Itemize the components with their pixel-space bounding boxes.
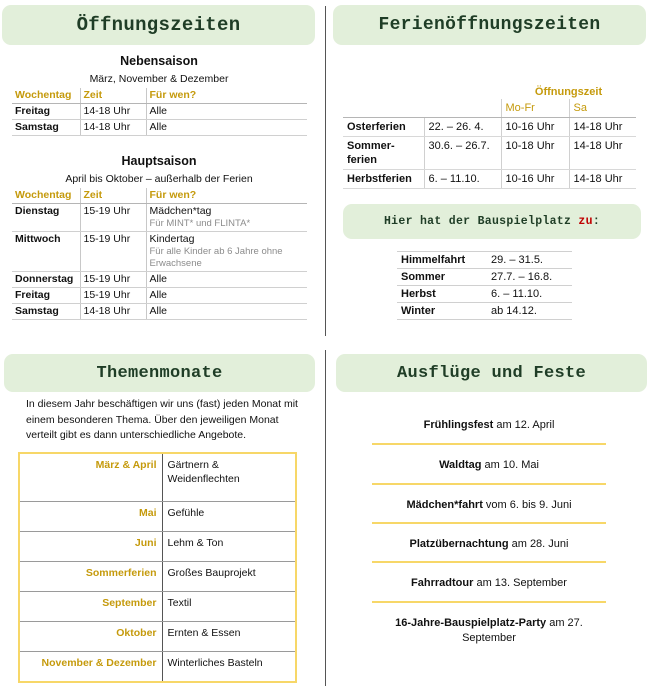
event-item [372,537,606,552]
table-group-header-row [343,85,636,99]
month-cell: September [20,592,162,622]
table-row [12,304,307,320]
mofr-time-cell: 10-18 Uhr [501,137,569,170]
theme-months-table [20,454,295,681]
mofr-time-cell: 10-16 Uhr [501,170,569,189]
table-row [20,562,295,592]
sa-time-cell: 14-18 Uhr [569,118,636,137]
theme-months-intro: In diesem Jahr beschäftigen wir uns (fast) jeden Monat mit einem besonderen Thema. Über den jeweiligen Monat verteilt gibt es dann unterschiedliche Angebote. [26,398,298,441]
table-row [20,592,295,622]
opening-hours-title: Öffnungszeiten [76,14,241,36]
event-date: am 28. Juni [508,538,569,550]
table-header-row [12,188,307,204]
event-item [372,616,606,646]
who-label: Kindertag [149,233,195,245]
closed-value-cell: ab 14.12. [487,303,572,320]
time-cell: 15-19 Uhr [80,272,146,288]
event-name: Mädchen*fahrt [406,499,483,511]
closed-dates-header [343,204,641,239]
closed-title-highlight: zu [578,215,593,228]
col-header-mo-fr: Mo-Fr [501,99,569,118]
event-separator [372,601,606,603]
event-date: am 12. April [493,419,555,431]
event-date: vom 6. bis 9. Juni [482,499,572,511]
closed-label-cell: Winter [397,303,487,320]
col-header-weekday: Wochentag [12,188,80,204]
table-row [12,204,307,232]
time-cell: 14-18 Uhr [80,120,146,136]
who-cell: Alle [146,272,307,288]
table-row [397,269,572,286]
table-row [12,104,307,120]
table-row [12,288,307,304]
topic-cell: Gärtnern & Weidenflechten [162,454,295,502]
holiday-hours-title: Ferienöffnungszeiten [378,15,601,35]
hauptsaison-subtitle: April bis Oktober – außerhalb der Ferien [65,173,253,185]
who-note: Für MINT* und FLINTA* [149,218,251,229]
table-row [20,454,295,502]
theme-months-header [4,354,315,392]
topic-cell: Gefühle [162,502,295,532]
event-separator [372,443,606,445]
trips-events-title: Ausflüge und Feste [396,363,587,383]
holiday-name-cell: Osterferien [343,118,424,137]
weekday-cell: Dienstag [12,204,80,232]
weekday-cell: Donnerstag [12,272,80,288]
vertical-divider-top [325,6,326,336]
table-header-row [343,99,636,118]
closed-value-cell: 6. – 11.10. [487,286,572,303]
table-row [397,252,572,269]
event-separator [372,522,606,524]
closed-value-cell: 29. – 31.5. [487,252,572,269]
theme-months-title: Themenmonate [96,363,223,383]
weekday-cell: Mittwoch [12,232,80,272]
who-note: Für alle Kinder ab 6 Jahre ohne Erwachsene [149,246,283,269]
event-separator [372,483,606,485]
holiday-dates-cell: 30.6. – 26.7. [424,137,501,170]
holiday-hours-header [333,5,646,45]
hauptsaison-title: Hauptsaison [121,154,197,168]
month-cell: Sommerferien [20,562,162,592]
who-cell: Alle [146,304,307,320]
closed-title-suffix: : [592,215,601,228]
who-cell: Alle [146,104,307,120]
weekday-cell: Samstag [12,120,80,136]
table-row [20,532,295,562]
nebensaison-title: Nebensaison [120,54,198,68]
nebensaison-subtitle: März, November & Dezember [89,73,229,85]
who-cell: Alle [146,120,307,136]
closed-label-cell: Herbst [397,286,487,303]
month-cell: März & April [20,454,162,502]
topic-cell: Großes Bauprojekt [162,562,295,592]
hauptsaison-table [12,188,307,320]
event-item [372,418,606,433]
event-item [372,576,606,591]
table-row [343,170,636,189]
closed-value-cell: 27.7. – 16.8. [487,269,572,286]
time-cell: 15-19 Uhr [80,232,146,272]
event-date: am 10. Mai [481,459,539,471]
col-header-sa: Sa [569,99,636,118]
holiday-hours-table [343,85,636,189]
closed-label-cell: Sommer [397,269,487,286]
topic-cell: Ernten & Essen [162,622,295,652]
who-cell: Alle [146,288,307,304]
table-row [20,652,295,681]
closed-title-prefix: Hier hat der Bauspielplatz [383,215,579,228]
col-header-time: Zeit [80,188,146,204]
group-header-opening-time: Öffnungszeit [534,86,603,98]
event-name: Fahrradtour [411,577,474,589]
event-date: am 13. September [473,577,567,589]
table-row [12,232,307,272]
month-cell: Juni [20,532,162,562]
month-cell: Mai [20,502,162,532]
who-cell [146,204,307,232]
table-row [397,286,572,303]
event-name: Waldtag [439,459,482,471]
event-name: Frühlingsfest [423,419,494,431]
col-header-time: Zeit [80,88,146,104]
nebensaison-table [12,88,307,136]
col-header-weekday: Wochentag [12,88,80,104]
who-label: Mädchen*tag [149,205,212,217]
weekday-cell: Freitag [12,288,80,304]
topic-cell: Textil [162,592,295,622]
event-separator [372,561,606,563]
theme-months-table-frame [18,452,297,683]
weekday-cell: Samstag [12,304,80,320]
time-cell: 14-18 Uhr [80,304,146,320]
table-row [12,272,307,288]
table-row [20,502,295,532]
table-row [343,137,636,170]
sa-time-cell: 14-18 Uhr [569,170,636,189]
topic-cell: Lehm & Ton [162,532,295,562]
sa-time-cell: 14-18 Uhr [569,137,636,170]
time-cell: 14-18 Uhr [80,104,146,120]
holiday-name-cell: Sommer-ferien [343,137,424,170]
month-cell: November & Dezember [20,652,162,681]
table-row [20,622,295,652]
col-header-who: Für wen? [146,188,307,204]
event-item [372,458,606,473]
holiday-name-cell: Herbstferien [343,170,424,189]
table-row [343,118,636,137]
holiday-dates-cell: 6. – 11.10. [424,170,501,189]
time-cell: 15-19 Uhr [80,288,146,304]
vertical-divider-bottom [325,350,326,686]
table-header-row [12,88,307,104]
col-header-who: Für wen? [146,88,307,104]
event-date: am 27. September [462,617,583,644]
trips-events-header [336,354,647,392]
event-name: Platzübernachtung [409,538,509,550]
holiday-dates-cell: 22. – 26. 4. [424,118,501,137]
event-item [372,498,606,513]
time-cell: 15-19 Uhr [80,204,146,232]
opening-hours-header [2,5,315,45]
table-row [397,303,572,320]
weekday-cell: Freitag [12,104,80,120]
event-name: 16-Jahre-Bauspielplatz-Party [395,617,547,629]
topic-cell: Winterliches Basteln [167,657,263,670]
mofr-time-cell: 10-16 Uhr [501,118,569,137]
who-cell [146,232,307,272]
month-cell: Oktober [20,622,162,652]
table-row [12,120,307,136]
closed-label-cell: Himmelfahrt [397,252,487,269]
closed-dates-table [397,251,572,320]
